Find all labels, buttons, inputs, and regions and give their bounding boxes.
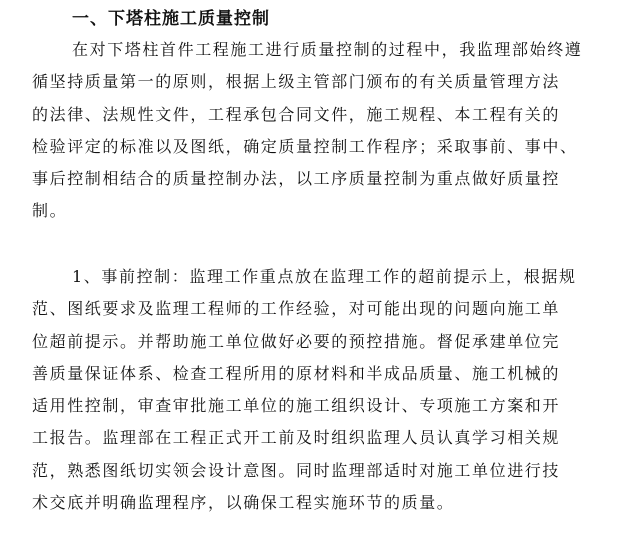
paragraph-line: 范、图纸要求及监理工程师的工作经验，对可能出现的问题向施工单	[32, 299, 561, 319]
paragraph-line: 检验评定的标准以及图纸，确定质量控制工作程序；采取事前、事中、	[32, 136, 578, 156]
paragraph-line: 的法律、法规性文件，工程承包合同文件，施工规程、本工程有关的	[32, 104, 561, 124]
paragraph-line: 在对下塔柱首件工程施工进行质量控制的过程中，我监理部始终遵	[72, 40, 583, 59]
paragraph-line: 制。	[32, 201, 68, 221]
paragraph-line: 适用性控制，审查审批施工单位的施工组织设计、专项施工方案和开	[32, 396, 561, 416]
paragraph-line: 位超前提示。并帮助施工单位做好必要的预控措施。督促承建单位完	[32, 331, 561, 351]
paragraph-pre-control	[32, 261, 600, 519]
paragraph-quality-control-overview	[32, 34, 600, 228]
paragraph-line: 术交底并明确监理程序，以确保工程实施环节的质量。	[32, 493, 455, 513]
section-heading: 一、下塔柱施工质量控制	[72, 9, 270, 29]
paragraph-line: 循坚持质量第一的原则，根据上级主管部门颁布的有关质量管理方法	[32, 72, 561, 92]
paragraph-line: 事后控制相结合的质量控制办法，以工序质量控制为重点做好质量控	[32, 169, 561, 189]
paragraph-line: 工报告。监理部在工程正式开工前及时组织监理人员认真学习相关规	[32, 428, 561, 448]
paragraph-line: 善质量保证体系、检查工程所用的原材料和半成品质量、施工机械的	[32, 363, 561, 383]
paragraph-line: 范，熟悉图纸切实领会设计意图。同时监理部适时对施工单位进行技	[32, 460, 561, 480]
paragraph-line: 1、事前控制：监理工作重点放在监理工作的超前提示上，根据规	[72, 267, 577, 286]
